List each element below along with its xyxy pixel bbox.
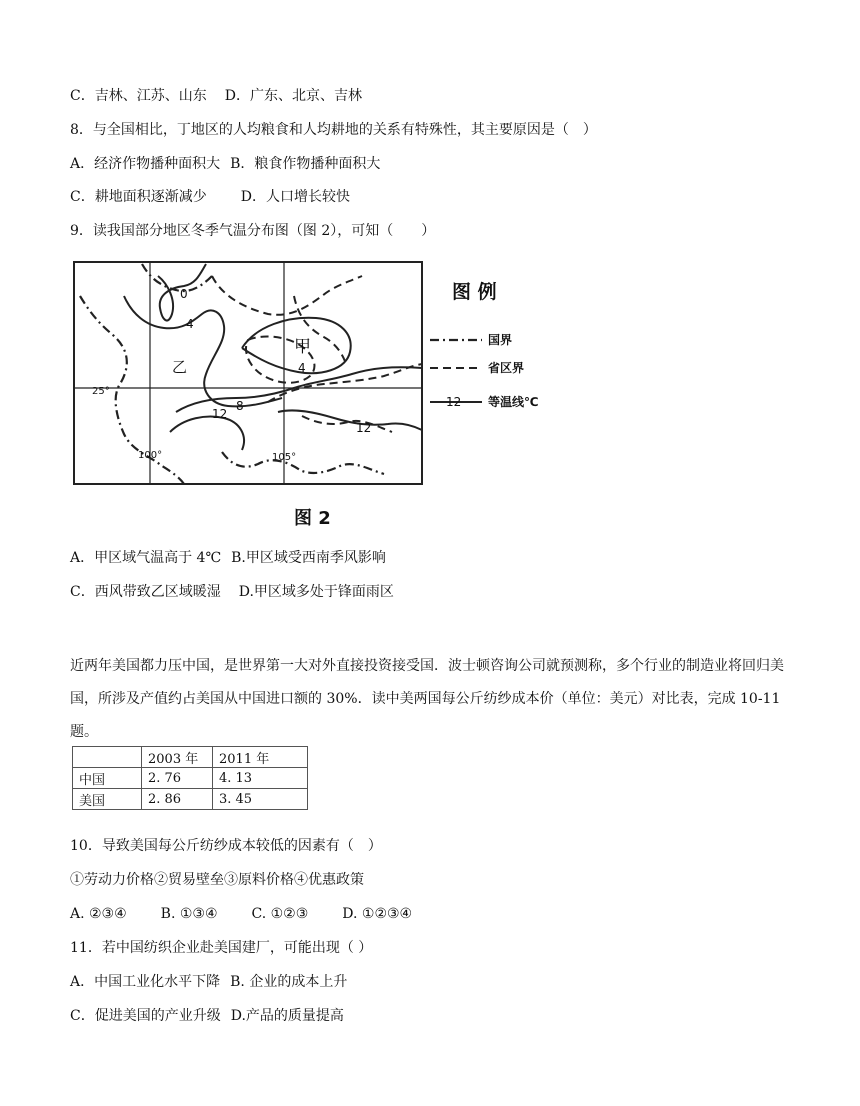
q11-options-ab (70, 972, 347, 992)
q9-option-a: A．甲区域气温高于 4℃ (70, 550, 222, 566)
q10-question: 10．导致美国每公斤纺纱成本较低的因素有（ ） (70, 838, 382, 854)
q9-option-b: B.甲区域受西南季风影响 (231, 550, 386, 566)
q8-option-b: B．粮食作物播种面积大 (230, 156, 381, 172)
q7-option-c: C．吉林、江苏、山东 (70, 88, 207, 104)
table-header-cell: 2003 年 (142, 747, 213, 768)
table-cell-country: 中国 (73, 768, 142, 789)
q9-options-cd (70, 582, 394, 602)
q11-option-d: D.产品的质量提高 (230, 1008, 344, 1024)
q10-factors: ①劳动力价格②贸易壁垒③原料价格④优惠政策 (70, 872, 364, 888)
table-row (73, 789, 308, 810)
table-header-cell (73, 747, 142, 768)
q9-question: 9．读我国部分地区冬季气温分布图（图 2），可知（ ） (70, 223, 436, 239)
table-header-cell: 2011 年 (213, 747, 308, 768)
legend-border-label: 国界 (488, 333, 513, 347)
q10-options (70, 904, 412, 924)
passage-text: 近两年美国都力压中国，是世界第一大对外直接投资接受国．波士顿咨询公司就预测称，多个行业的制造业将回归美国，所涉及产值约占美国从中国进口额的 30%．读中美两国每公斤纺纱成本价（单位：美元）对比表，完成 10-11 题。 (70, 658, 784, 740)
isotherm-12-west (170, 417, 244, 450)
isotherm-label-0: 0 (180, 287, 188, 301)
q7-options-cd (70, 86, 362, 106)
isotherm-4-west (124, 296, 282, 406)
q7-option-d: D．广东、北京、吉林 (224, 88, 362, 104)
q8-options-cd (70, 187, 350, 207)
isotherm-label-4-west: 4 (186, 317, 194, 331)
lon-label-105: 105° (272, 452, 297, 463)
q8-option-d: D．人口增长较快 (240, 189, 350, 205)
map-caption: 图 2 (294, 508, 331, 529)
province-border-1 (212, 276, 362, 315)
q10-option-a: A. ②③④ (70, 906, 127, 922)
q8-options-ab (70, 154, 380, 174)
q9-options-ab (70, 548, 386, 568)
q9-option-c: C．西风带致乙区域暖湿 (70, 584, 221, 600)
q9-option-d: D.甲区域多处于锋面雨区 (238, 584, 394, 600)
region-jia-label: 甲 (294, 337, 311, 357)
q11-options-cd (70, 1006, 344, 1026)
lon-label-100: 100° (138, 450, 163, 461)
table-cell-country: 美国 (73, 789, 142, 810)
q11-option-c: C．促进美国的产业升级 (70, 1008, 221, 1024)
table-cell-2011: 3. 45 (213, 789, 308, 810)
q10-option-c: C. ①②③ (251, 906, 309, 922)
isotherm-label-12-west: 12 (212, 407, 228, 421)
isotherm-label-4-jia: 4 (298, 361, 306, 375)
q8-question: 8．与全国相比，丁地区的人均粮食和人均耕地的关系有特殊性，其主要原因是（ ） (70, 122, 597, 138)
q11-question: 11．若中国纺织企业赴美国建厂，可能出现（ ） (70, 940, 373, 956)
legend-title: 图 例 (452, 281, 497, 303)
isotherm-12-east (278, 410, 422, 430)
table-row (73, 768, 308, 789)
q8-option-a: A．经济作物播种面积大 (70, 156, 221, 172)
legend-province-label: 省区界 (488, 361, 525, 375)
table-cell-2003: 2. 86 (142, 789, 213, 810)
national-border-south (222, 452, 384, 474)
table-cell-2011: 4. 13 (213, 768, 308, 789)
region-yi-label: 乙 (172, 358, 188, 376)
q11-option-a: A．中国工业化水平下降 (70, 974, 221, 990)
q8-option-c: C．耕地面积逐渐减少 (70, 189, 207, 205)
winter-temperature-map (72, 256, 562, 532)
q10-option-b: B. ①③④ (160, 906, 218, 922)
cost-comparison-table (72, 746, 308, 810)
isotherm-label-8: 8 (236, 399, 244, 413)
legend-isotherm-value: 12 (446, 395, 462, 409)
q11-option-b: B. 企业的成本上升 (230, 974, 348, 990)
lat-label-25: 25° (92, 386, 110, 397)
legend-isotherm-label: 等温线℃ (488, 395, 539, 409)
isotherm-label-12-east: 12 (356, 421, 372, 435)
map-frame (74, 262, 422, 484)
q10-option-d: D. ①②③④ (342, 906, 413, 922)
table-cell-2003: 2. 76 (142, 768, 213, 789)
table-header-row (73, 747, 308, 768)
